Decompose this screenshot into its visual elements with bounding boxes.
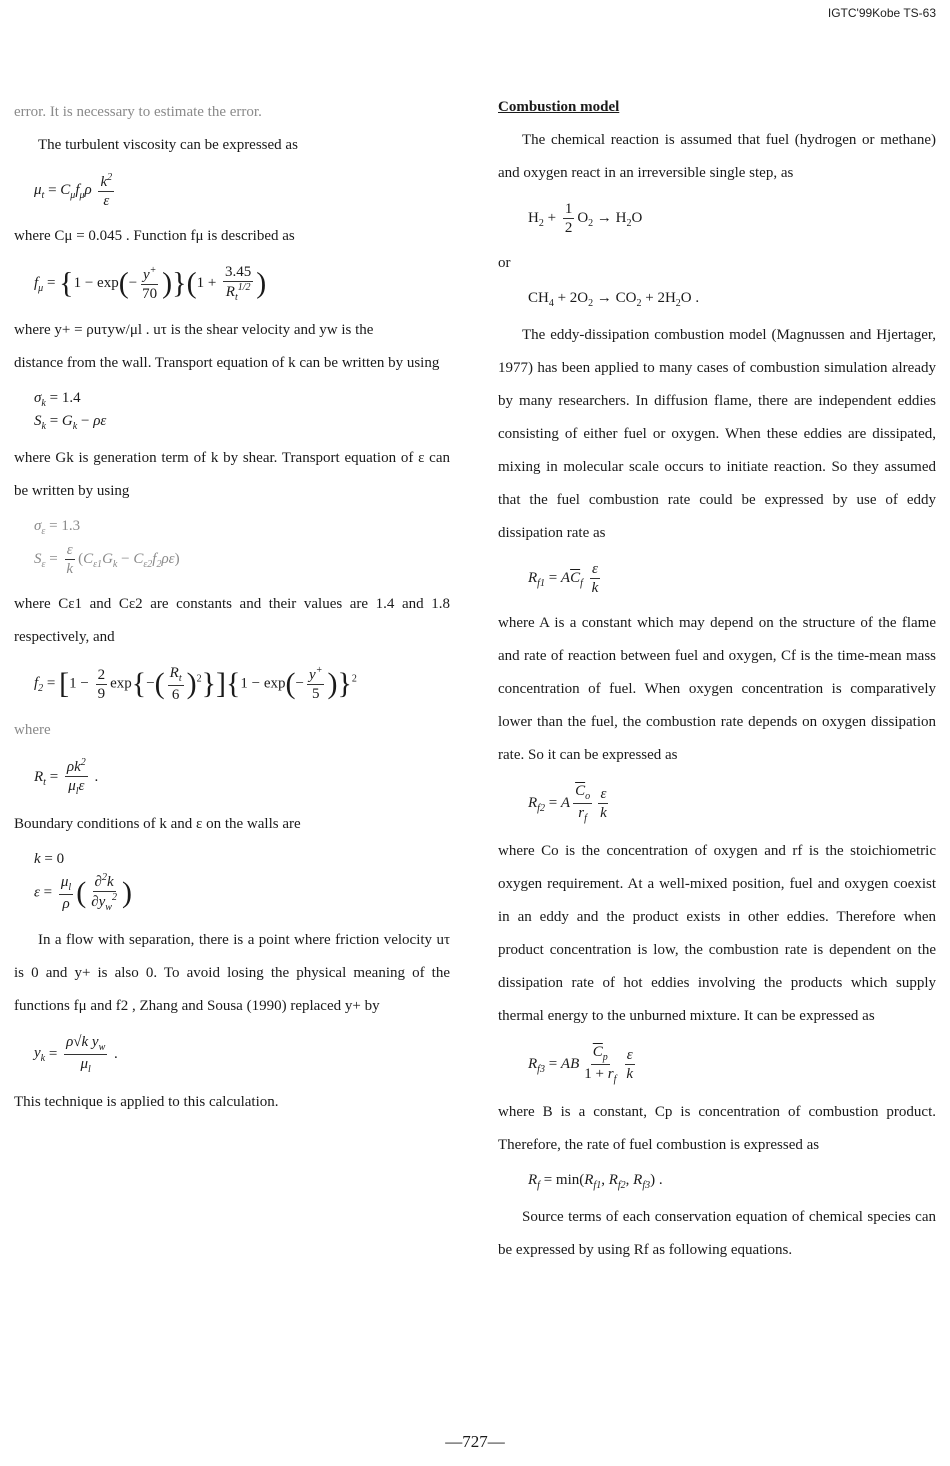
left-column [14,96,450,1119]
paragraph: The eddy-dissipation combustion model (Magnussen and Hjertager, 1977) has been applied to many cases of combustion simulation already by many researchers. In diffusion flame, there are independent eddies consisting of either fuel or oxygen. When these eddies are dissipated, mixing in molecular scale occurs to initiate reaction. So they assumed that the fuel combustion rate could be expressed by use of eddy dissipation rate as [498,327,936,541]
paragraph: This technique is applied to this calculation. [14,1093,279,1110]
paragraph: where Cε1 and Cε2 are constants and their values are 1.4 and 1.8 respectively, and [14,596,450,645]
equation-turbulent-viscosity: $\mu_t = C_\mu f_\mu\rho$ $\frac{k^2}{\varepsilon}$ [34,172,113,209]
paragraph: where y+ = ρuτyw/μl . uτ is the shear velocity and yw is the [14,322,374,338]
paragraph: In a flow with separation, there is a point where friction velocity uτ is 0 and y+ is also 0. To avoid losing the physical meaning of the functions fμ and f2 , Zhang and Sousa (1990) replaced y+ by [14,931,450,1014]
equation-epsilon-constants: $\sigma_\varepsilon = 1.3$ $S_\varepsilon$ = $\frac{\varepsilon}{k}$ $(C_{\varepsilon 1}G_k - C_{\varepsilon 2}f_2\rho\varepsilon)$ [34,518,180,577]
equation-Rf-min: $R_f = \min(R_{f1}$, $R_{f2}$, $R_{f3}$) . [528,1172,663,1191]
paragraph: Source terms of each conservation equation of chemical species can be expressed by using Rf as following equations. [498,1209,936,1258]
equation-f-mu: $f_\mu = \{1 - \exp(-$ $\frac{y^+}{70}$ )}(1 + $\frac{3.45}{R_t^{1/2}}$ ) [34,264,267,303]
equation-Rf3: $R_{f3}$ = AB $\frac{\overline{C}_p}{1 + r_f}$ $\frac{\varepsilon}{k}$ [528,1044,634,1085]
paragraph: Boundary conditions of k and ε on the walls are [14,816,301,832]
paragraph: where Co is the concentration of oxygen and rf is the stoichiometric oxygen requirement. At a well-mixed position, fuel and oxygen coexist in an eddy and the product exists in other eddies. Therefore when product concentration is low, the combustion rate is dependent on the dissipation rate of hot eddies involving the products which supply thermal energy to the unburned mixture. It can be expressed as [498,843,936,1024]
equation-yk: $y_k$ = $\frac{\rho√k y_w}{\mu_l}$ . [34,1033,118,1075]
equation-boundary-conditions: k = 0 ε = $\frac{\mu_l}{\rho}$ ( $\frac{\partial^2k}{\partial y_w^2}$ ) [34,851,132,913]
paragraph: The turbulent viscosity can be expressed as [38,137,298,153]
equation-Rf1: $R_{f1} = A\overline{C}_f$ $\frac{\varepsilon}{k}$ [528,561,599,596]
equation-k-constants: $\sigma_k = 1.4$ $S_k = G_k - \rho\varepsilon$ [34,390,107,432]
paragraph: where [14,722,51,738]
equation-hydrogen-reaction: $H_2$ + $\frac{1}{2}$ $O_2 \to H_2O$ [528,201,643,236]
paragraph: where B is a constant, Cp is concentration of combustion product. Therefore, the rate of fuel combustion is expressed as [498,1104,936,1153]
equation-Rt: $R_t$ = $\rho k^2$ $\mu_l\varepsilon$ . [34,757,99,797]
paragraph: where Gk is generation term of k by shear. Transport equation of ε can be written by using [14,450,450,499]
page-number: —727— [445,1432,505,1451]
paragraph: where Cμ = 0.045 . Function fμ is described as [14,228,295,244]
running-head: IGTC'99Kobe TS-63 [827,6,936,20]
paragraph: The chemical reaction is assumed that fuel (hydrogen or methane) and oxygen react in an irreversible single step, as [498,132,936,181]
equation-f2: $f_2 = [1$ − $\frac{2}{9}$ exp{−( $\frac{R_t}{6}$ )$^2$}]{1 − exp(− $\frac{y^+}{5}$ )}$^2$ [34,665,357,703]
paragraph: distance from the wall. Transport equation of k can be written by using [14,355,440,371]
paragraph: error. It is necessary to estimate the error. [14,104,262,120]
paragraph: where A is a constant which may depend on the structure of the flame and rate of reaction between fuel and oxygen, Cf is the time-mean mass concentration of fuel. When oxygen concentration is comparatively lower than the fuel, the combustion rate depends on oxygen dissipation rate. So it can be expressed as [498,615,936,763]
right-column [498,96,936,1267]
section-title: Combustion model [498,99,620,115]
paragraph-or: or [498,255,511,271]
equation-methane-reaction: $CH_4 + 2O_2 \to CO_2 + 2H_2O$ . [528,290,700,309]
equation-Rf2: $R_{f2} = A$ $\frac{\overline{C}_o}{r_f}$ $\frac{\varepsilon}{k}$ [528,783,607,824]
